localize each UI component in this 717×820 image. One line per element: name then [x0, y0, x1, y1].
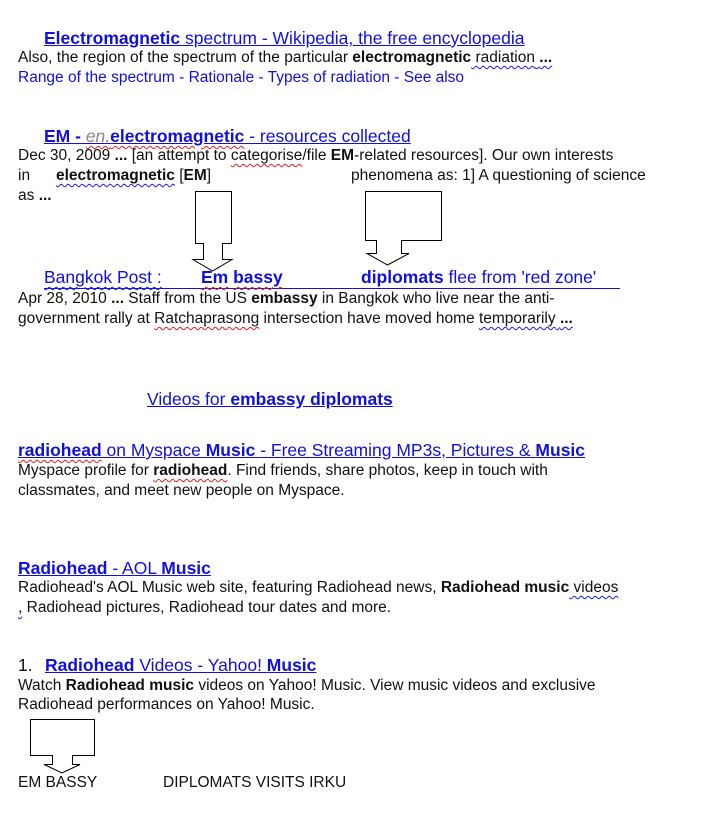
title-text: - resources collected: [244, 126, 411, 146]
snippet-text: radiation: [471, 49, 535, 66]
sitelink[interactable]: Range of the spectrum: [18, 69, 175, 86]
title-text: on Myspace: [101, 440, 206, 460]
ellipsis: ...: [539, 49, 553, 66]
link-text: Videos for: [147, 389, 231, 409]
result-title-bangkok[interactable]: [44, 267, 620, 289]
snippet-text: /file: [302, 147, 331, 164]
title-text: - AOL: [107, 558, 162, 578]
snippet-bold: EM: [330, 147, 355, 164]
title-text: spectrum - Wikipedia, the free encyclopedia: [180, 28, 525, 48]
ellipsis: ...: [111, 290, 124, 307]
result-snippet-line: [18, 289, 555, 309]
snippet-text: Dec 30, 2009: [18, 147, 115, 164]
snippet-bold: electromagnetic: [352, 49, 472, 66]
snippet-text: Also, the region of the spectrum of the particular: [18, 49, 353, 66]
title-gray: en.: [85, 126, 111, 146]
videos-link[interactable]: [147, 389, 393, 409]
title-bold: diplomats: [361, 267, 444, 287]
title-text: [361, 267, 596, 287]
result-snippet-line: [18, 676, 596, 696]
title-bold: Music: [266, 655, 317, 675]
title-text: - Free Streaming MP3s, Pictures &: [255, 440, 536, 460]
snippet-bold: electromagnetic: [56, 167, 175, 184]
title-bold: Music: [205, 440, 256, 460]
ellipsis: ...: [38, 187, 52, 204]
result-title-aol[interactable]: [18, 558, 211, 578]
title-bold: radiohead: [18, 440, 102, 460]
sitelink[interactable]: Rationale: [188, 69, 255, 86]
result-title-yahoo[interactable]: [45, 655, 316, 675]
ellipsis: ...: [114, 147, 128, 164]
separator: -: [174, 69, 189, 86]
snippet-text: in Bangkok who live near the anti-: [317, 290, 555, 307]
separator: -: [254, 69, 268, 86]
snippet-bold: Radiohead music: [440, 579, 570, 596]
title-text: Videos - Yahoo!: [134, 655, 267, 675]
title-text: flee from 'red zone': [443, 267, 597, 287]
snippet-text: Myspace profile for: [18, 462, 154, 479]
snippet-text: Radiohead performances on Yahoo! Music.: [18, 696, 315, 713]
snippet-text: categorise: [230, 147, 303, 164]
snippet-text: Watch: [18, 677, 66, 694]
snippet-text: ,: [18, 599, 23, 616]
sitelink[interactable]: Types of radiation: [267, 69, 390, 86]
snippet-bold: embassy: [251, 290, 318, 307]
snippet-text: Radiohead's AOL Music web site, featuring Radiohead news,: [18, 579, 441, 596]
title-bold: [201, 267, 283, 287]
title-bold: Em: [201, 267, 229, 287]
footer-text-left: EM BASSY: [18, 774, 98, 791]
down-arrow-callout-icon: [31, 720, 95, 774]
snippet-text: classmates, and meet new people on Myspace.: [18, 482, 345, 499]
snippet-text: Ratchaprasong: [154, 310, 260, 327]
title-bold: bassy: [233, 267, 283, 287]
snippet-text: in: [18, 167, 31, 184]
snippet-text: . Find friends, share photos, keep in touch with: [227, 462, 548, 479]
ellipsis: ...: [559, 310, 573, 327]
title-bold: electromagnetic: [110, 126, 245, 146]
title-bold: Radiohead: [18, 558, 108, 578]
snippet-text: ]: [206, 167, 212, 184]
result-snippet-line: [18, 461, 548, 481]
snippet-text: Apr 28, 2010: [18, 290, 112, 307]
result-snippet-line: [18, 578, 618, 598]
title-bold: Electromagnetic: [44, 28, 181, 48]
snippet-text: government rally at: [18, 310, 155, 327]
snippet-text: [an attempt to: [127, 147, 231, 164]
result-title-myspace[interactable]: [18, 440, 585, 460]
list-number: 1.: [18, 655, 33, 675]
title-bold: EM -: [44, 126, 81, 146]
down-arrow-callout-icon: [366, 192, 442, 266]
link-bold: embassy diplomats: [230, 389, 393, 409]
separator: -: [389, 69, 404, 86]
title-bold: Music: [535, 440, 586, 460]
snippet-text: [: [174, 167, 184, 184]
result-snippet-line: [18, 309, 573, 329]
title-text: Bangkok Post :: [44, 267, 162, 287]
snippet-text: temporarily: [478, 310, 556, 327]
down-arrow-callout-icon: [193, 192, 232, 272]
title-bold: Radiohead: [45, 655, 135, 675]
snippet-text: intersection have moved home: [259, 310, 479, 327]
snippet-text: videos on Yahoo! Music. View music videos and exclusive: [194, 677, 596, 694]
snippet-bold: EM: [183, 167, 207, 184]
snippet-text: Staff from the US: [124, 290, 252, 307]
snippet-text: videos: [569, 579, 619, 596]
snippet-text: as: [18, 187, 39, 204]
snippet-text: phenomena as: 1] A questioning of science: [351, 167, 646, 184]
snippet-text: Radiohead pictures, Radiohead tour dates and more.: [22, 599, 392, 616]
snippet-bold: radiohead: [153, 462, 228, 479]
snippet-text: -related resources]. Our own interests: [354, 147, 614, 164]
sitelink[interactable]: See also: [403, 69, 465, 86]
result-snippet-line: [18, 598, 391, 618]
snippet-bold: Radiohead music: [65, 677, 195, 694]
title-bold: Music: [161, 558, 211, 578]
footer-text-right: DIPLOMATS VISITS IRKU: [163, 774, 347, 791]
